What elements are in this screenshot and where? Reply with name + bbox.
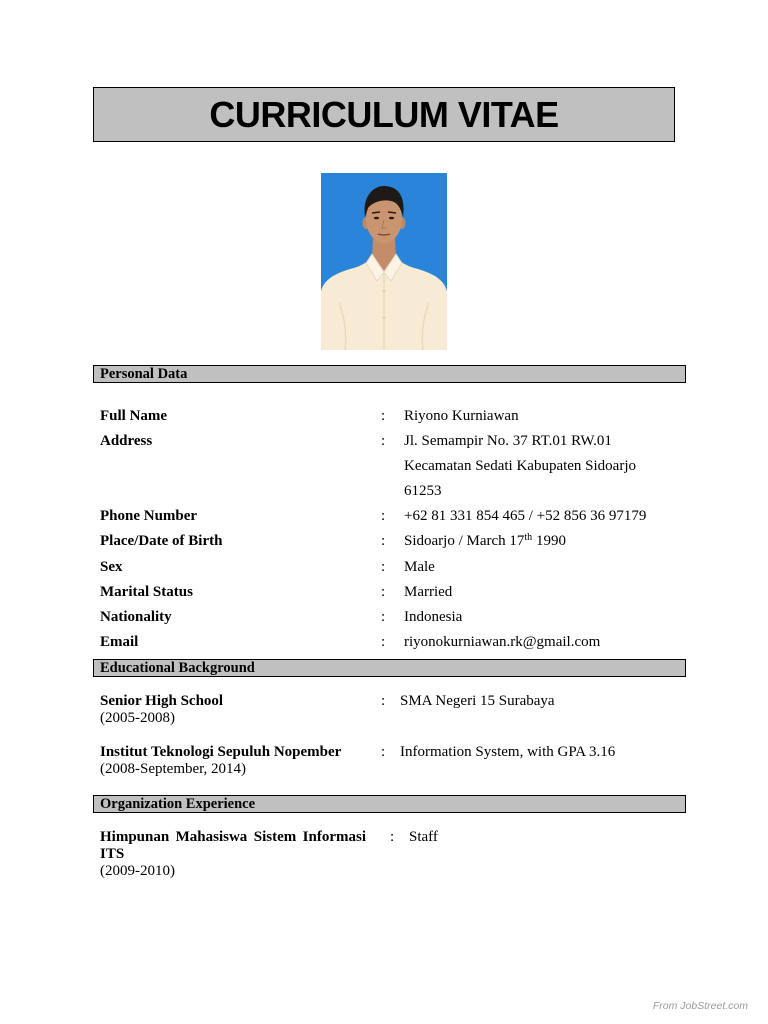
document-title: CURRICULUM VITAE — [209, 93, 559, 135]
personal-data-list — [0, 404, 768, 655]
organization-entry — [0, 829, 768, 880]
photo-shirt-button — [383, 290, 386, 293]
row-phone — [0, 504, 768, 529]
institution-name: Senior High School — [100, 693, 224, 709]
source-watermark: From JobStreet.com — [652, 1000, 748, 1012]
section-heading: Organization Experience — [100, 796, 256, 812]
separator: : — [381, 433, 386, 449]
row-birth — [0, 529, 768, 555]
birth-year: 1990 — [532, 533, 566, 549]
photo-eye-left — [374, 217, 379, 220]
field-value — [404, 429, 768, 504]
address-line: Jl. Semampir No. 37 RT.01 RW.01 — [404, 433, 612, 449]
field-label: Sex — [100, 559, 123, 575]
separator: : — [381, 533, 386, 549]
field-value — [404, 529, 768, 555]
section-heading: Educational Background — [100, 660, 255, 676]
education-detail: Information System, with GPA 3.16 — [400, 744, 616, 760]
period: (2009-2010) — [100, 863, 175, 879]
address-line: Kecamatan Sedati Kabupaten Sidoarjo — [404, 458, 637, 474]
field-label: Address — [100, 433, 153, 449]
organization-name-line: Himpunan Mahasiswa Sistem Informasi — [100, 829, 366, 845]
education-detail: SMA Negeri 15 Surabaya — [400, 693, 555, 709]
field-label: Place/Date of Birth — [100, 533, 223, 549]
separator: : — [381, 508, 386, 524]
profile-photo — [321, 173, 447, 350]
institution-name: Institut Teknologi Sepuluh Nopember — [100, 744, 342, 760]
separator: : — [381, 693, 386, 709]
photo-brow-right — [388, 212, 396, 213]
photo-shirt-button — [383, 317, 386, 320]
field-value: +62 81 331 854 465 / +52 856 36 97179 — [404, 508, 647, 524]
row-address — [0, 429, 768, 504]
separator: : — [381, 559, 386, 575]
field-value: riyonokurniawan.rk@gmail.com — [404, 634, 601, 650]
birth-main: Sidoarjo / March 17 — [404, 533, 525, 549]
separator: : — [381, 408, 386, 424]
birth-ordinal-suffix: th — [524, 532, 533, 543]
photo-eye-right — [389, 217, 394, 220]
section-bar-personal-data — [93, 365, 686, 383]
title-box — [93, 87, 675, 142]
organization-name-line: ITS — [100, 846, 125, 862]
period: (2008-September, 2014) — [100, 761, 247, 777]
row-marital-status — [0, 580, 768, 605]
address-line: 61253 — [404, 483, 442, 499]
separator: : — [381, 584, 386, 600]
field-value: Married — [404, 584, 453, 600]
field-label: Email — [100, 634, 139, 650]
period: (2005-2008) — [100, 710, 175, 726]
separator: : — [381, 634, 386, 650]
section-heading: Personal Data — [100, 366, 188, 382]
section-bar-organization — [93, 795, 686, 813]
field-value: Indonesia — [404, 609, 463, 625]
section-bar-education — [93, 659, 686, 677]
separator: : — [381, 609, 386, 625]
separator: : — [390, 829, 395, 845]
organization-role: Staff — [409, 829, 438, 845]
field-label: Marital Status — [100, 584, 193, 600]
field-label: Phone Number — [100, 508, 198, 524]
row-full-name — [0, 404, 768, 429]
row-nationality — [0, 605, 768, 630]
field-label: Full Name — [100, 408, 168, 424]
row-email — [0, 630, 768, 655]
field-label: Nationality — [100, 609, 172, 625]
photo-brow-left — [372, 212, 380, 213]
field-value: Male — [404, 559, 435, 575]
education-entry — [0, 744, 768, 778]
separator: : — [381, 744, 386, 760]
education-entry — [0, 693, 768, 727]
field-value: Riyono Kurniawan — [404, 408, 519, 424]
row-sex — [0, 555, 768, 580]
